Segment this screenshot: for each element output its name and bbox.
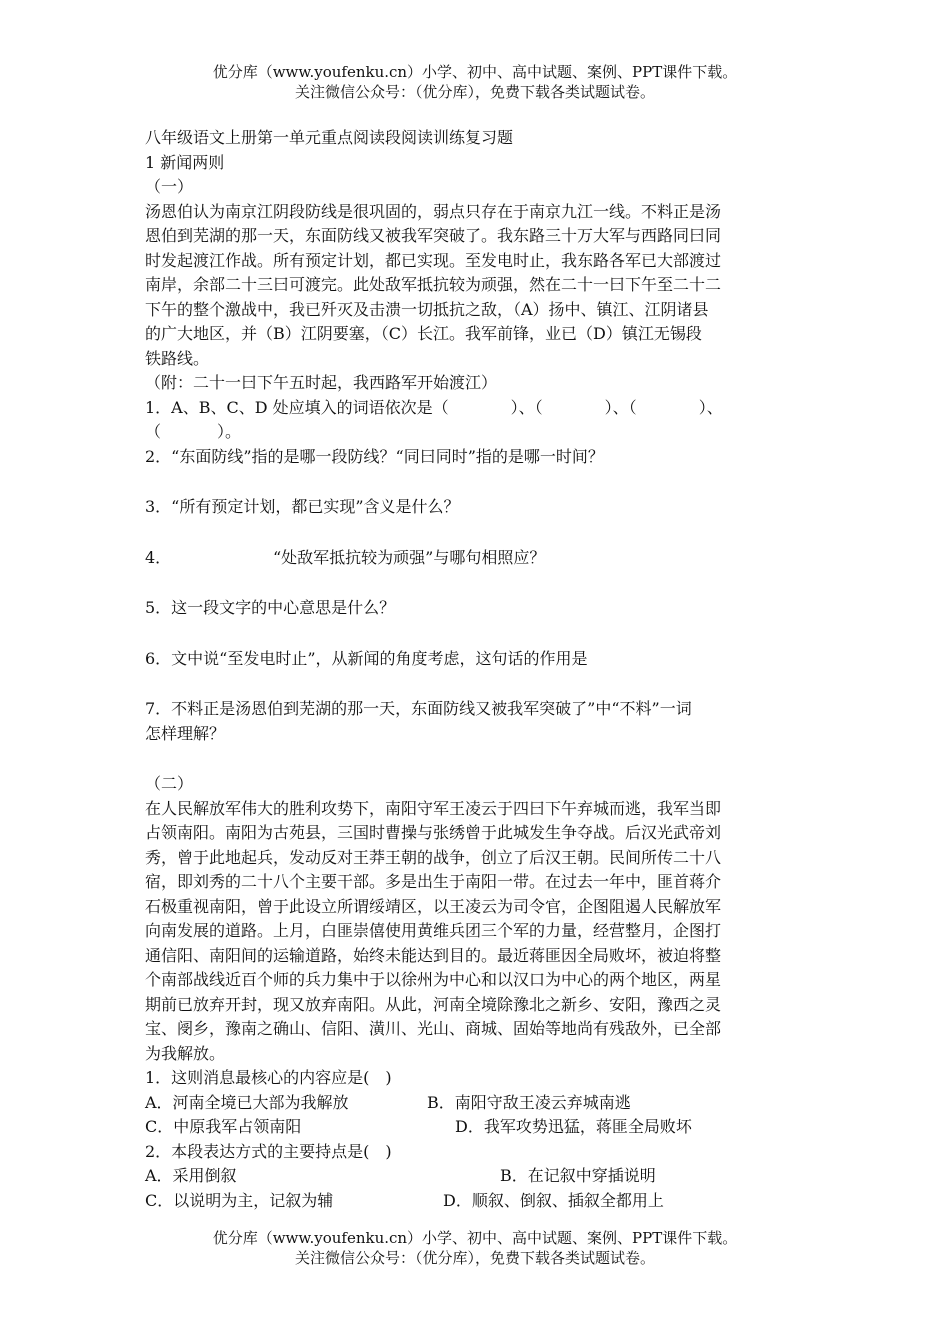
passage-note: （附：二十一曰下午五时起，我西路军开始渡江）: [145, 373, 498, 392]
doc-title: 八年级语文上册第一单元重点阅读段阅读训练复习题: [145, 128, 514, 147]
mc-question-2: 2．本段表达方式的主要持点是( ): [145, 1141, 392, 1161]
header-line-1: 优分库（www.youfenku.cn）小学、初中、高中试题、案例、PPT课件下载。: [212, 63, 738, 81]
passage-line: 汤恩伯认为南京江阴段防线是很巩固的，弱点只存在于南京九江一线。不料正是汤: [145, 201, 722, 221]
option-a[interactable]: A．采用倒叙: [145, 1166, 237, 1185]
passage-line: 通信阳、南阳间的运输道路，始终未能达到目的。最近蒋匪因全局败坏，被迫将整: [145, 945, 722, 965]
header-line-2: 关注微信公众号：（优分库），免费下载各类试题试卷。: [294, 83, 655, 101]
passage-line: 在人民解放军伟大的胜利攻势下，南阳守军王凌云于四曰下午弃城而逃，我军当即: [145, 798, 722, 818]
mc-options-row: [145, 1189, 807, 1214]
option-d[interactable]: D．顺叙、倒叙、插叙全都用上: [443, 1190, 664, 1210]
part2-label: （二）: [145, 774, 194, 793]
question-1-cont: （ ）。: [145, 422, 242, 441]
option-d[interactable]: D．我军攻势迅猛，蒋匪全局败坏: [455, 1117, 692, 1136]
passage-line: 铁路线。: [145, 348, 210, 368]
passage-line: 期前已放弃开封，现又放弃南阳。从此，河南全境除豫北之新乡、安阳，豫西之灵: [145, 994, 722, 1014]
option-c[interactable]: C．中原我军占领南阳: [145, 1117, 302, 1136]
passage-line: 南岸，余部二十三曰可渡完。此处敌军抵抗较为顽强，然在二十一曰下午至二十二: [145, 275, 722, 294]
mc-options-row: [145, 1115, 807, 1140]
page-footer: [0, 1228, 950, 1268]
passage-line: 为我解放。: [145, 1043, 226, 1063]
passage-line: 向南发展的道路。上月，白匪崇僖使用黄维兵团三个军的力量，经营整月，企图打: [145, 921, 722, 940]
question-1: 1．A、B、C、D 处应填入的词语依次是（ ）、（ ）、（ ）、: [145, 397, 723, 417]
part1-label: （一）: [145, 177, 194, 196]
part1-passage: [145, 200, 807, 372]
option-c[interactable]: C．以说明为主，记叙为辅: [145, 1190, 334, 1210]
passage-line: 个南部战线近百个师的兵力集中于以徐州为中心和以汉口为中心的两个地区，两星: [145, 970, 722, 989]
passage-line: 下午的整个激战中，我已歼灭及击溃一切抵抗之敌，（A）扬中、镇江、江阴诸县: [145, 299, 709, 319]
footer-line-1: 优分库（www.youfenku.cn）小学、初中、高中试题、案例、PPT课件下载。: [212, 1229, 738, 1247]
section-heading: 1 新闻两则: [145, 152, 225, 172]
passage-line: 的广大地区，并（B）江阴要塞，（C）长江。我军前锋，业已（D）镇江无锡段: [145, 324, 702, 343]
option-b[interactable]: B．在记叙中穿插说明: [500, 1166, 656, 1185]
passage-line: 宿，即刘秀的二十八个主要干部。多是出生于南阳一带。在过去一年中，匪首蒋介: [145, 872, 722, 891]
passage-line: 恩伯到芜湖的那一天，东面防线又被我军突破了。我东路三十万大军与西路同曰同: [145, 226, 722, 245]
page-header: [0, 62, 950, 102]
mc-options-row: [145, 1164, 807, 1189]
mc-options-row: [145, 1091, 807, 1116]
passage-line: 占领南阳。南阳为古苑县，三国时曹操与张绣曾于此城发生争夺战。后汉光武帝刘: [145, 823, 722, 842]
option-a[interactable]: A．河南全境已大部为我解放: [145, 1092, 349, 1112]
question-5: 5．这一段文字的中心意思是什么？: [145, 598, 396, 617]
question-7: 7．不料正是汤恩伯到芜湖的那一天，东面防线又被我军突破了”中“不料”一词: [145, 699, 692, 718]
mc-question-1: 1．这则消息最核心的内容应是( ): [145, 1068, 392, 1087]
part2-passage: [145, 797, 807, 1067]
question-7-cont: 怎样理解？: [145, 723, 226, 743]
passage-line: 时发起渡江作战。所有预定计划，都已实现。至发电时止，我东路各军已大部渡过: [145, 250, 722, 270]
question-4: 4． “处敌军抵抗较为顽强”与哪句相照应？: [145, 547, 546, 567]
footer-line-2: 关注微信公众号：（优分库），免费下载各类试题试卷。: [294, 1249, 655, 1267]
question-6: 6．文中说“至发电时止”，从新闻的角度考虑，这句话的作用是: [145, 648, 588, 668]
passage-line: 宝、阌乡，豫南之确山、信阳、潢川、光山、商城、固始等地尚有残敌外，已全部: [145, 1019, 722, 1038]
passage-line: 石极重视南阳，曾于此设立所谓绥靖区，以王凌云为司令官，企图阻遏人民解放军: [145, 896, 722, 916]
option-b[interactable]: B．南阳守敌王凌云弃城南逃: [427, 1092, 631, 1112]
document-body: [145, 126, 807, 1213]
question-2: 2．“东面防线”指的是哪一段防线？“同曰同时”指的是哪一时间？: [145, 446, 604, 466]
passage-line: 秀，曾于此地起兵，发动反对王莽王朝的战争，创立了后汉王朝。民间所传二十八: [145, 847, 722, 867]
question-3: 3．“所有预定计划，都已实现”含义是什么？: [145, 497, 460, 516]
